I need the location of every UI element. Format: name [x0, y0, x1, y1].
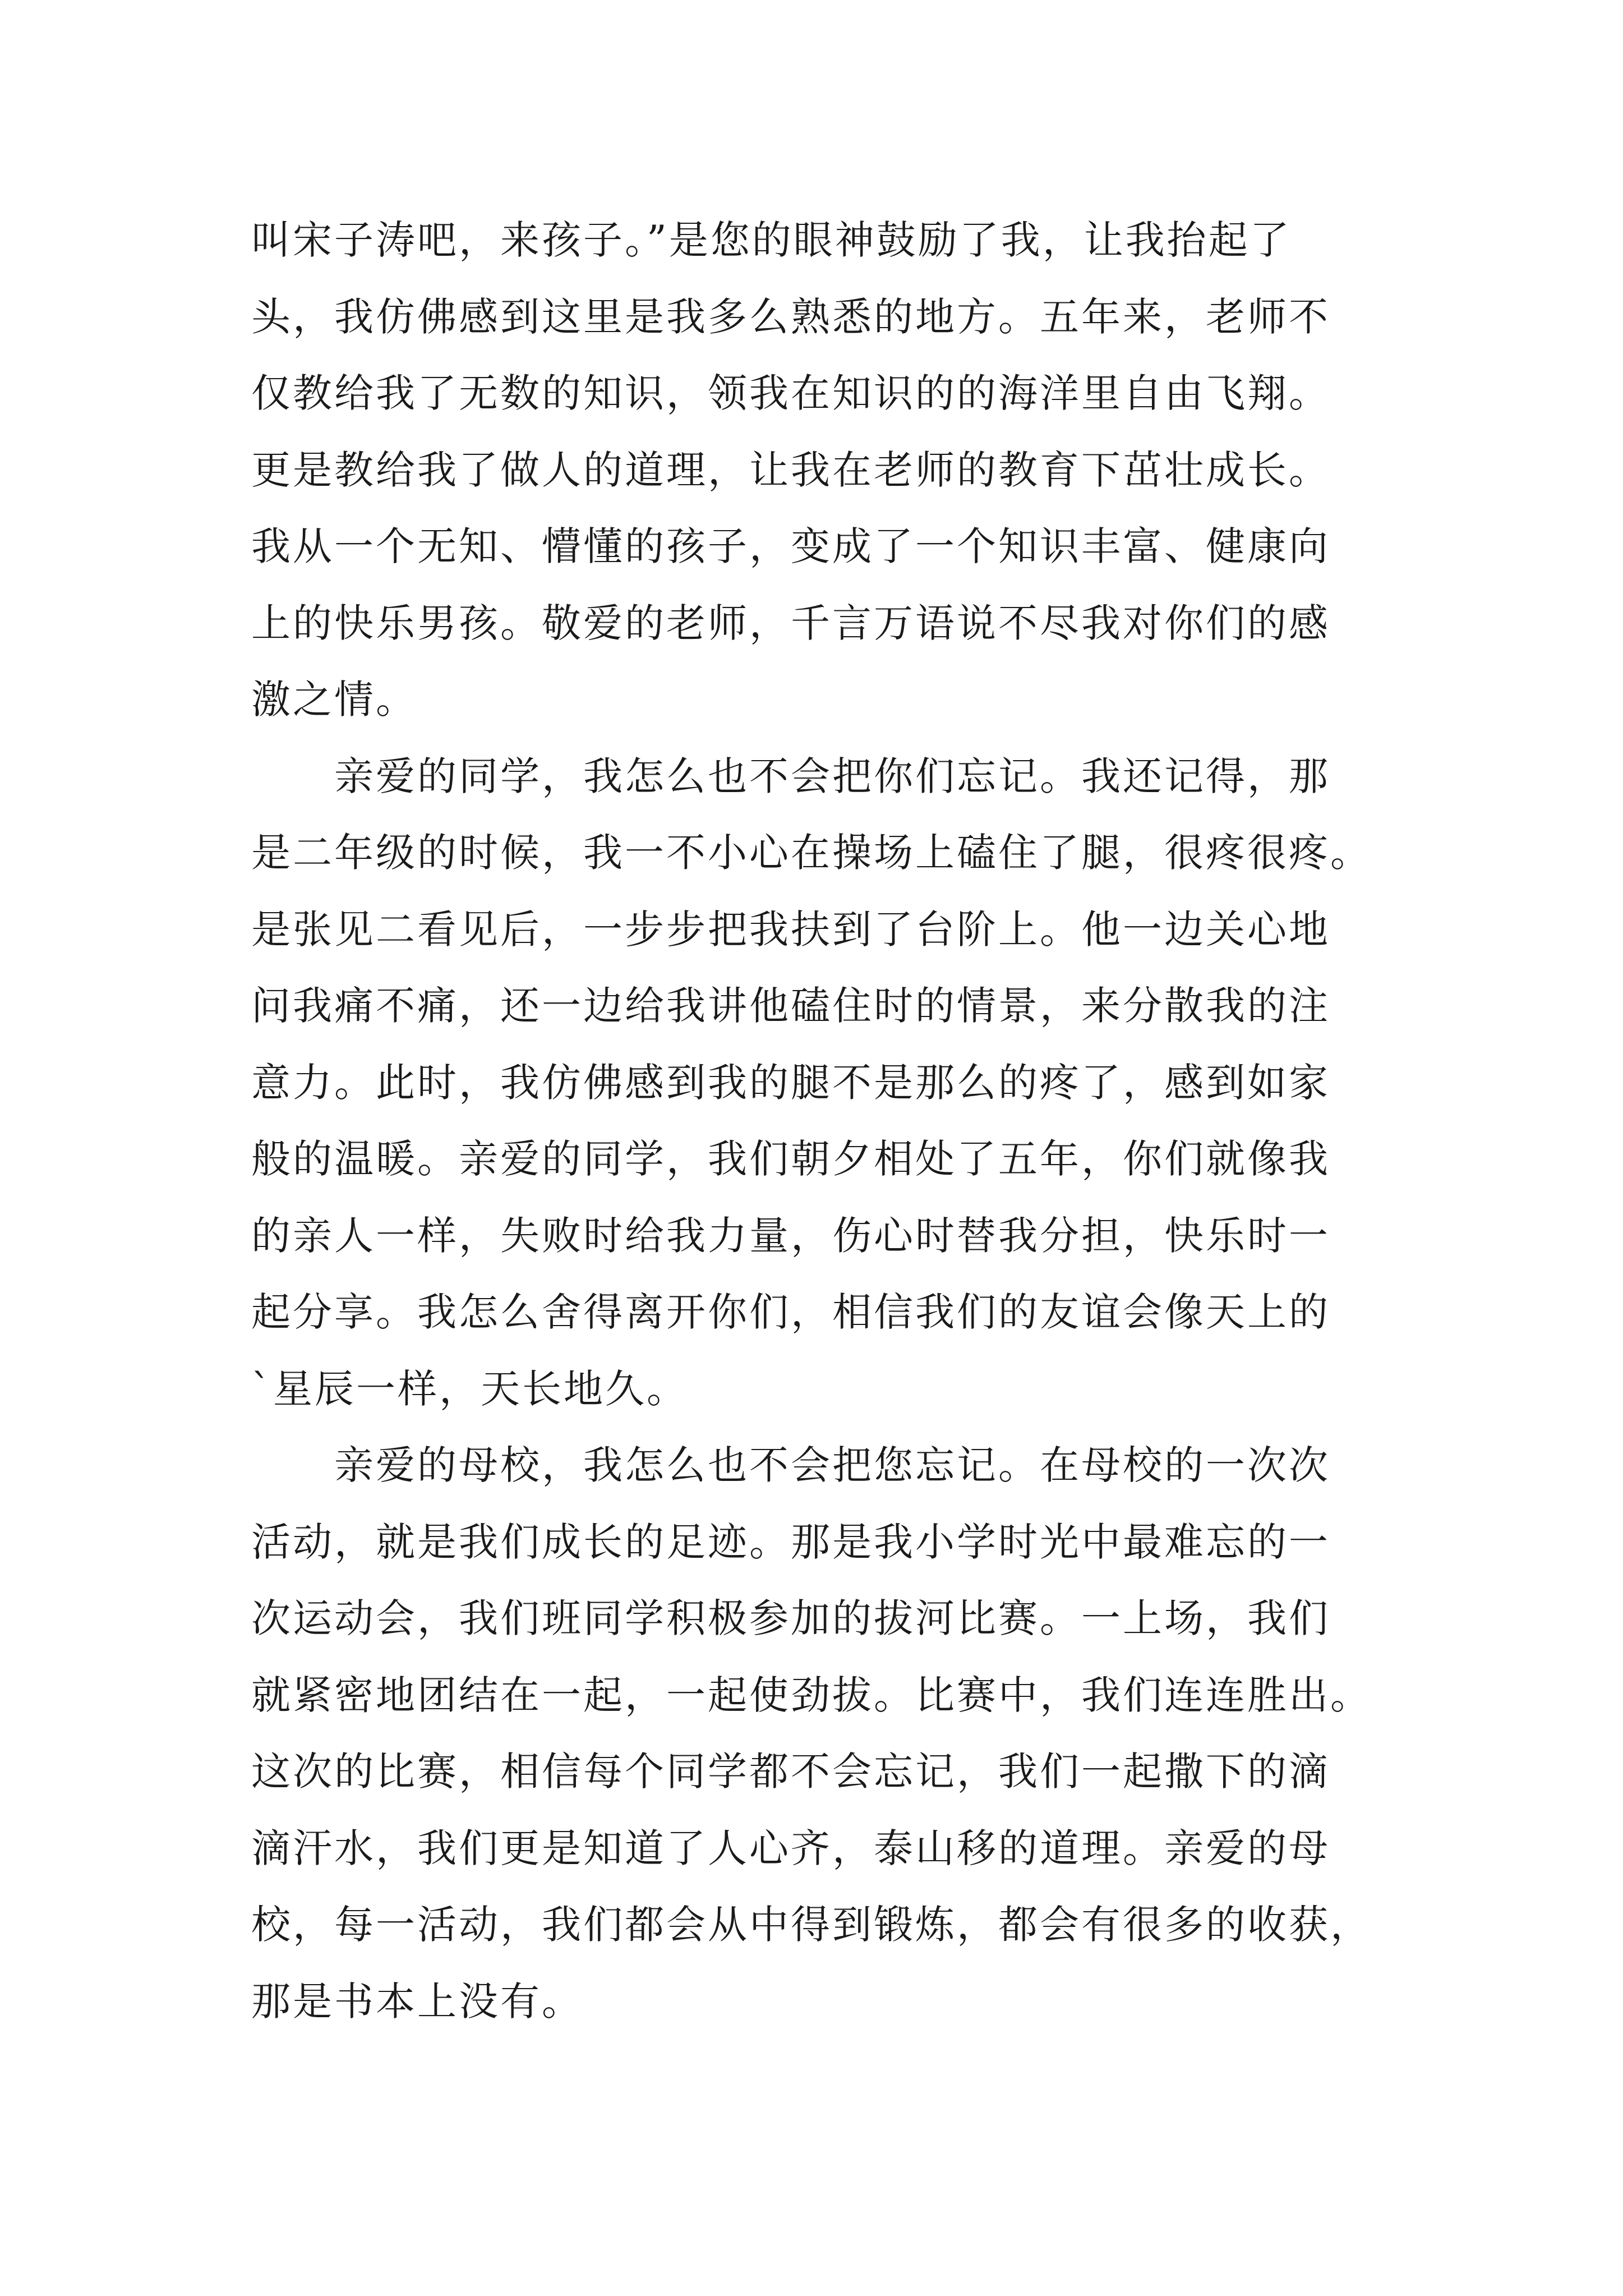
text-line: 叫宋子涛吧，来孩子。”是您的眼神鼓励了我，让我抬起了: [251, 217, 1292, 263]
text-line: 是二年级的时候，我一不小心在操场上磕住了腿，很疼很疼。: [251, 830, 1372, 876]
text-line: 更是教给我了做人的道理，让我在老师的教育下茁壮成长。: [251, 447, 1330, 493]
body-text: [251, 202, 1378, 2040]
text-line: 是张见二看见后，一步步把我扶到了台阶上。他一边关心地: [251, 906, 1330, 953]
text-line: 激之情。: [251, 677, 417, 723]
text-line: `星辰一样，天长地久。: [251, 1365, 688, 1412]
text-line: 我从一个无知、懵懂的孩子，变成了一个知识丰富、健康向: [251, 523, 1330, 569]
paragraph-first-line: 亲爱的同学，我怎么也不会把你们忘记。我还记得，那: [334, 753, 1330, 799]
text-line: 起分享。我怎么舍得离开你们，相信我们的友谊会像天上的: [251, 1289, 1330, 1335]
text-line: 校，每一活动，我们都会从中得到锻炼，都会有很多的收获，: [251, 1902, 1372, 1948]
text-line: 头，我仿佛感到这里是我多么熟悉的地方。五年来，老师不: [251, 293, 1330, 340]
text-line: 滴汗水，我们更是知道了人心齐，泰山移的道理。亲爱的母: [251, 1825, 1330, 1871]
text-line: 活动，就是我们成长的足迹。那是我小学时光中最难忘的一: [251, 1519, 1330, 1565]
text-line: 的亲人一样，失败时给我力量，伤心时替我分担，快乐时一: [251, 1212, 1330, 1259]
text-line: 上的快乐男孩。敬爱的老师，千言万语说不尽我对你们的感: [251, 600, 1330, 646]
text-line: 问我痛不痛，还一边给我讲他磕住时的情景，来分散我的注: [251, 983, 1330, 1029]
paragraph-first-line: 亲爱的母校，我怎么也不会把您忘记。在母校的一次次: [334, 1442, 1330, 1488]
text-line: 意力。此时，我仿佛感到我的腿不是那么的疼了，感到如家: [251, 1059, 1330, 1106]
text-line: 就紧密地团结在一起，一起使劲拔。比赛中，我们连连胜出。: [251, 1672, 1372, 1718]
text-line: 般的温暖。亲爱的同学，我们朝夕相处了五年，你们就像我: [251, 1136, 1330, 1182]
text-line: 仅教给我了无数的知识，领我在知识的的海洋里自由飞翔。: [251, 370, 1330, 416]
text-line: 次运动会，我们班同学积极参加的拔河比赛。一上场，我们: [251, 1595, 1330, 1641]
text-line: 那是书本上没有。: [251, 1978, 583, 2024]
text-line: 这次的比赛，相信每个同学都不会忘记，我们一起撒下的滴: [251, 1749, 1330, 1795]
